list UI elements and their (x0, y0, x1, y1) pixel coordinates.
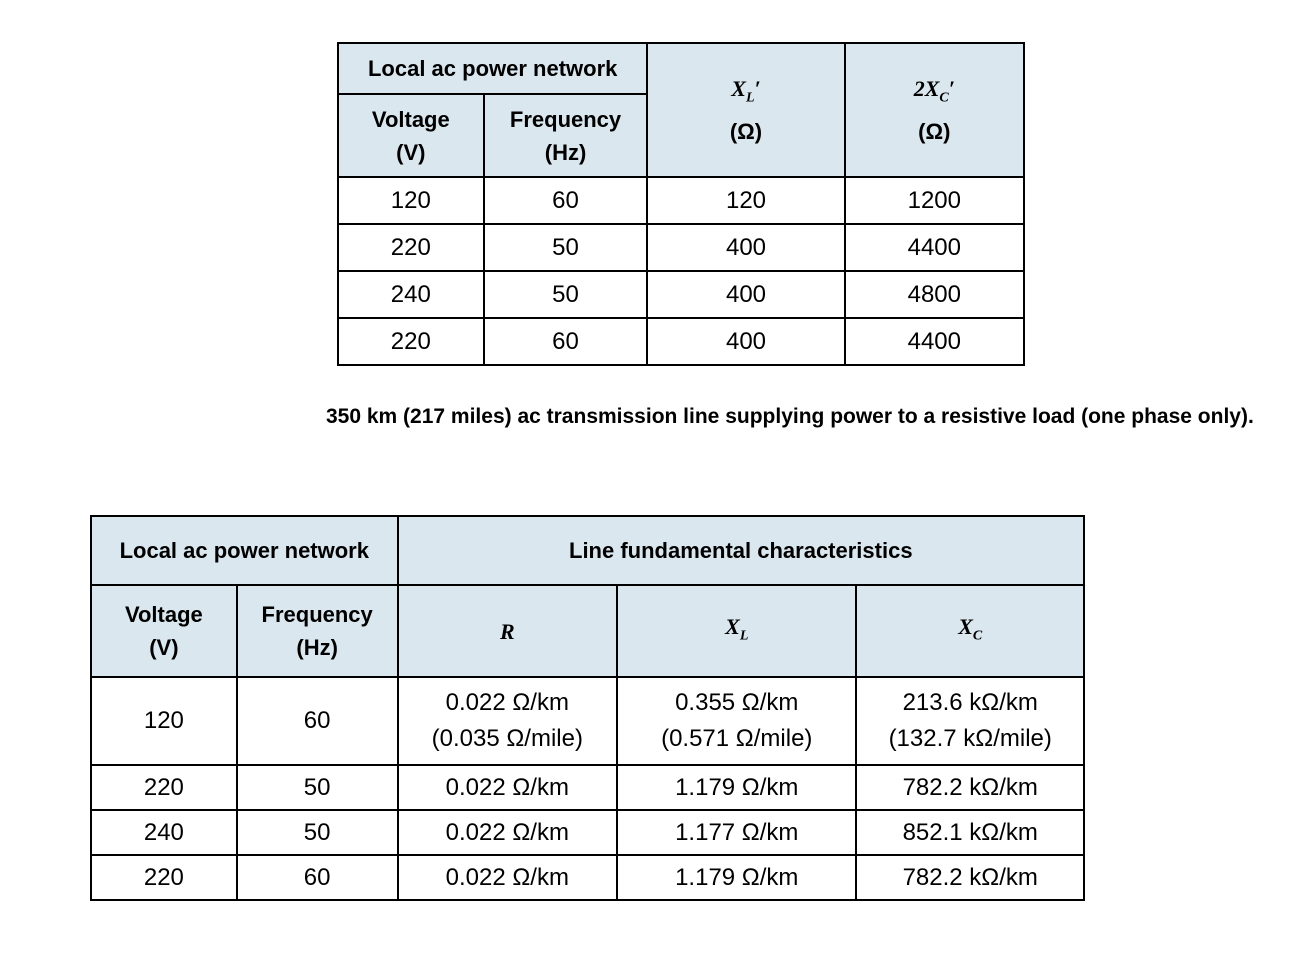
xl-cell: 400 (647, 318, 844, 365)
local-network-header: Local ac power network (91, 516, 398, 585)
local-network-header: Local ac power network (338, 43, 647, 94)
table-row (91, 810, 1084, 855)
voltage-header: Voltage (V) (338, 94, 484, 177)
voltage-cell: 220 (91, 765, 237, 810)
frequency-cell: 60 (484, 318, 648, 365)
voltage-cell: 220 (91, 855, 237, 900)
xc-cell: 782.2 kΩ/km (856, 855, 1084, 900)
xl-cell: 1.177 Ω/km (617, 810, 856, 855)
frequency-cell: 50 (484, 224, 648, 271)
frequency-cell: 50 (237, 765, 398, 810)
frequency-header: Frequency (Hz) (237, 585, 398, 677)
xc-cell: 4400 (845, 224, 1024, 271)
r-cell: 0.022 Ω/km (398, 765, 617, 810)
xl-cell: 0.355 Ω/km (0.571 Ω/mile) (617, 677, 856, 765)
xc-cell: 4400 (845, 318, 1024, 365)
table-row (91, 855, 1084, 900)
xl-cell: 400 (647, 271, 844, 318)
frequency-cell: 60 (237, 855, 398, 900)
table-row (338, 224, 1024, 271)
xc-cell: 1200 (845, 177, 1024, 224)
xc-prime-header: $2X_C'$ (Ω) (845, 43, 1024, 177)
frequency-header: Frequency (Hz) (484, 94, 648, 177)
xl-cell: 400 (647, 224, 844, 271)
voltage-cell: 240 (338, 271, 484, 318)
table-row (91, 677, 1084, 765)
figure-caption: 350 km (217 miles) ac transmission line supplying power to a resistive load (one phase only). (326, 405, 1254, 428)
table-row (338, 318, 1024, 365)
r-cell: 0.022 Ω/km (398, 810, 617, 855)
frequency-cell: 60 (237, 677, 398, 765)
xl-cell: 1.179 Ω/km (617, 855, 856, 900)
xc-cell: 852.1 kΩ/km (856, 810, 1084, 855)
xl-prime-header: $X_L'$ (Ω) (647, 43, 844, 177)
line-characteristics-header: Line fundamental characteristics (398, 516, 1084, 585)
voltage-cell: 120 (91, 677, 237, 765)
voltage-cell: 240 (91, 810, 237, 855)
xl-cell: 1.179 Ω/km (617, 765, 856, 810)
table-row (91, 765, 1084, 810)
xc-header: $X_C$ (856, 585, 1084, 677)
network-reactance-table (337, 42, 1025, 366)
frequency-cell: 60 (484, 177, 648, 224)
xc-cell: 782.2 kΩ/km (856, 765, 1084, 810)
voltage-cell: 120 (338, 177, 484, 224)
r-cell: 0.022 Ω/km (0.035 Ω/mile) (398, 677, 617, 765)
table-row (338, 177, 1024, 224)
xl-cell: 120 (647, 177, 844, 224)
table-row (338, 271, 1024, 318)
r-cell: 0.022 Ω/km (398, 855, 617, 900)
voltage-header: Voltage (V) (91, 585, 237, 677)
frequency-cell: 50 (237, 810, 398, 855)
voltage-cell: 220 (338, 224, 484, 271)
xl-header: $X_L$ (617, 585, 856, 677)
frequency-cell: 50 (484, 271, 648, 318)
voltage-cell: 220 (338, 318, 484, 365)
xc-cell: 213.6 kΩ/km (132.7 kΩ/mile) (856, 677, 1084, 765)
xc-cell: 4800 (845, 271, 1024, 318)
r-header: R (398, 585, 617, 677)
line-characteristics-table (90, 515, 1085, 901)
